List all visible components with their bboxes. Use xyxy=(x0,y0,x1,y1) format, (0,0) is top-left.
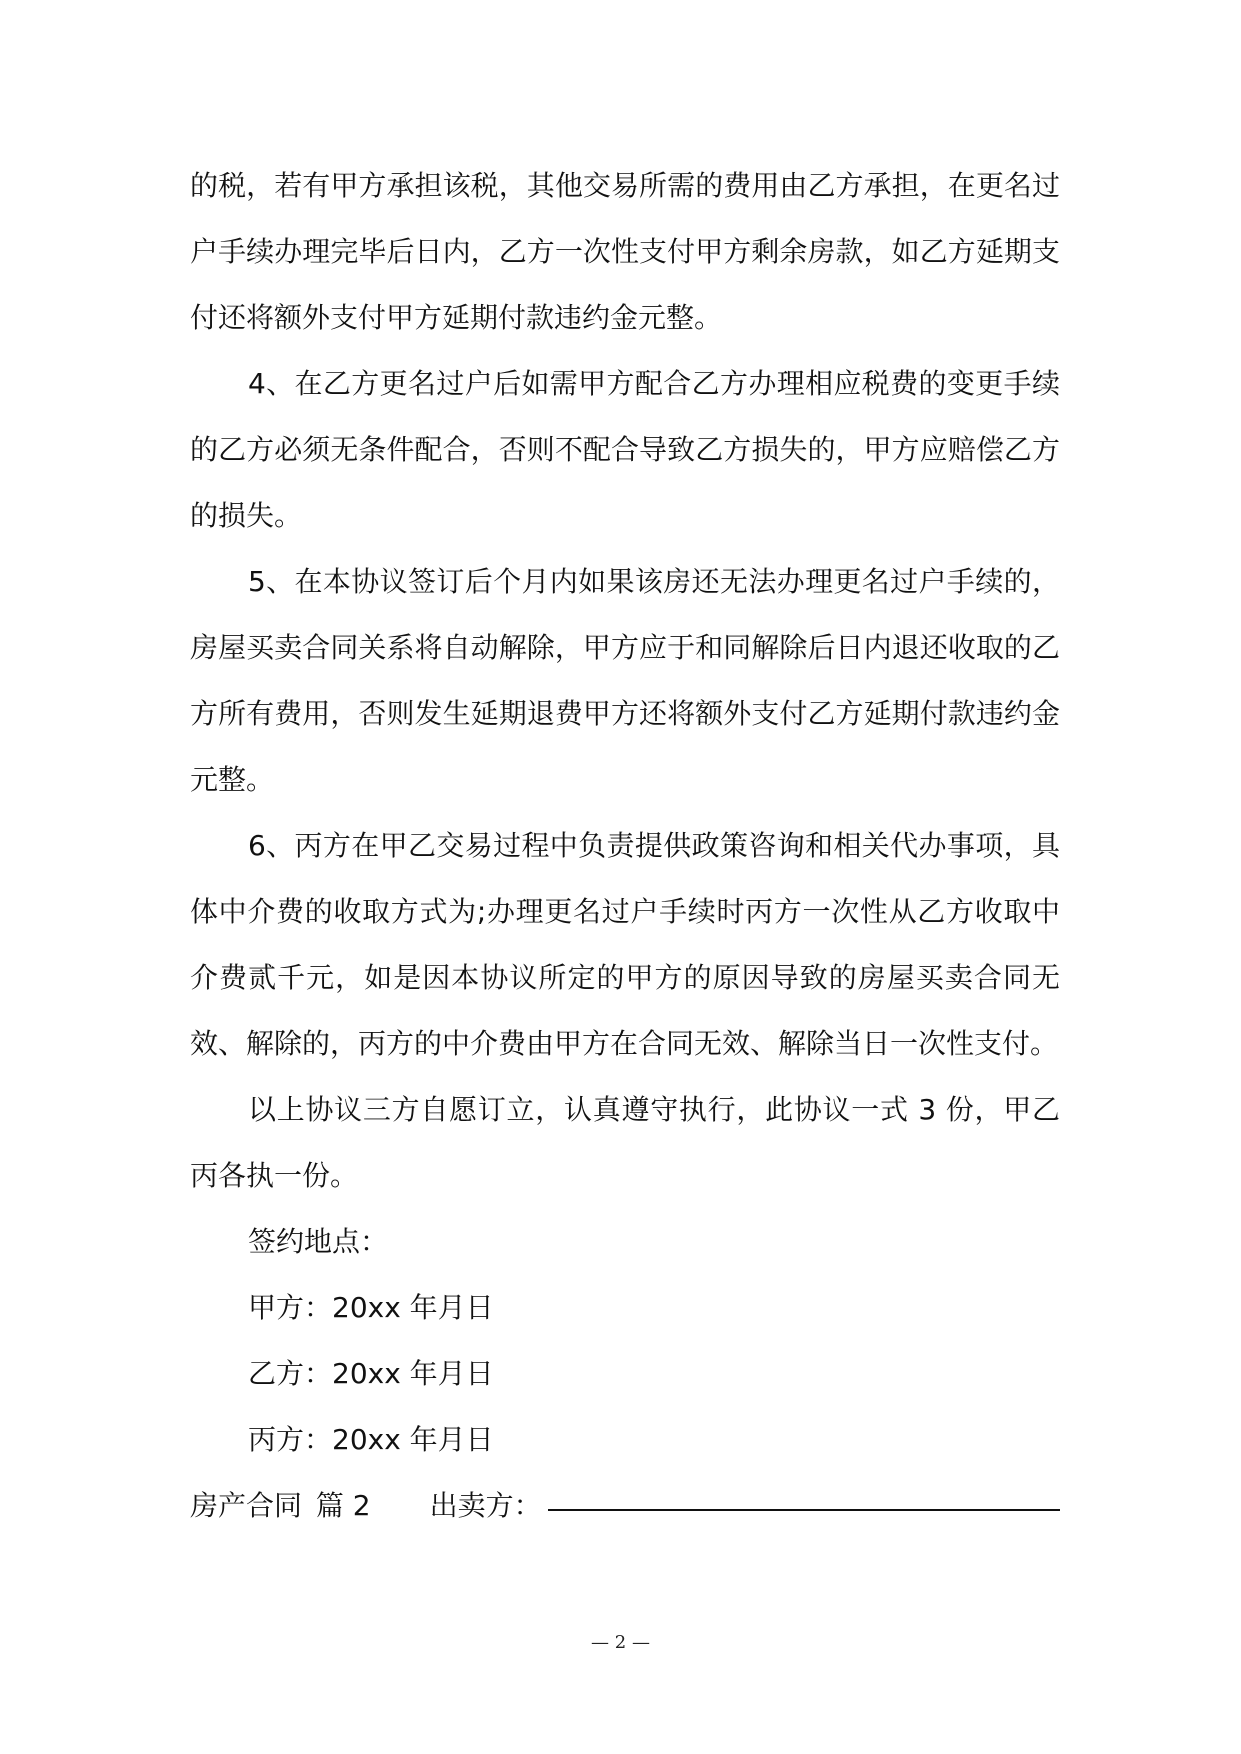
section-title: 房产合同 xyxy=(190,1489,303,1522)
document-body xyxy=(190,153,1060,1539)
seller-blank-line xyxy=(548,1509,1060,1511)
seller-label: 出卖方： xyxy=(429,1489,542,1522)
paragraph-agreement-copies: 以上协议三方自愿订立，认真遵守执行，此协议一式 3 份，甲乙丙各执一份。 xyxy=(190,1093,1060,1192)
paragraph-clause-5: 5、在本协议签订后个月内如果该房还无法办理更名过户手续的，房屋买卖合同关系将自动解除，甲方应于和同解除后日内退还收取的乙方所有费用，否则发生延期退费甲方还将额外支付乙方延期付款违约金元整。 xyxy=(190,565,1060,796)
paragraph-clause-6: 6、丙方在甲乙交易过程中负责提供政策咨询和相关代办事项，具体中介费的收取方式为;办理更名过户手续时丙方一次性从乙方收取中介费贰千元，如是因本协议所定的甲方的原因导致的房屋买卖合同无效、解除的，丙方的中介费由甲方在合同无效、解除当日一次性支付。 xyxy=(190,829,1060,1060)
signature-party-a: 甲方：20xx 年月日 xyxy=(248,1291,494,1324)
next-section-header xyxy=(190,1473,1060,1539)
signature-party-b: 乙方：20xx 年月日 xyxy=(248,1357,494,1390)
page-number: — 2 — xyxy=(591,1632,650,1653)
section-part: 篇 2 xyxy=(315,1489,371,1522)
paragraph-continuation: 的税，若有甲方承担该税，其他交易所需的费用由乙方承担，在更名过户手续办理完毕后日内，乙方一次性支付甲方剩余房款，如乙方延期支付还将额外支付甲方延期付款违约金元整。 xyxy=(190,169,1060,334)
signature-party-c: 丙方：20xx 年月日 xyxy=(248,1423,494,1456)
paragraph-clause-4: 4、在乙方更名过户后如需甲方配合乙方办理相应税费的变更手续的乙方必须无条件配合，否则不配合导致乙方损失的，甲方应赔偿乙方的损失。 xyxy=(190,367,1060,532)
signing-place: 签约地点： xyxy=(248,1225,389,1258)
